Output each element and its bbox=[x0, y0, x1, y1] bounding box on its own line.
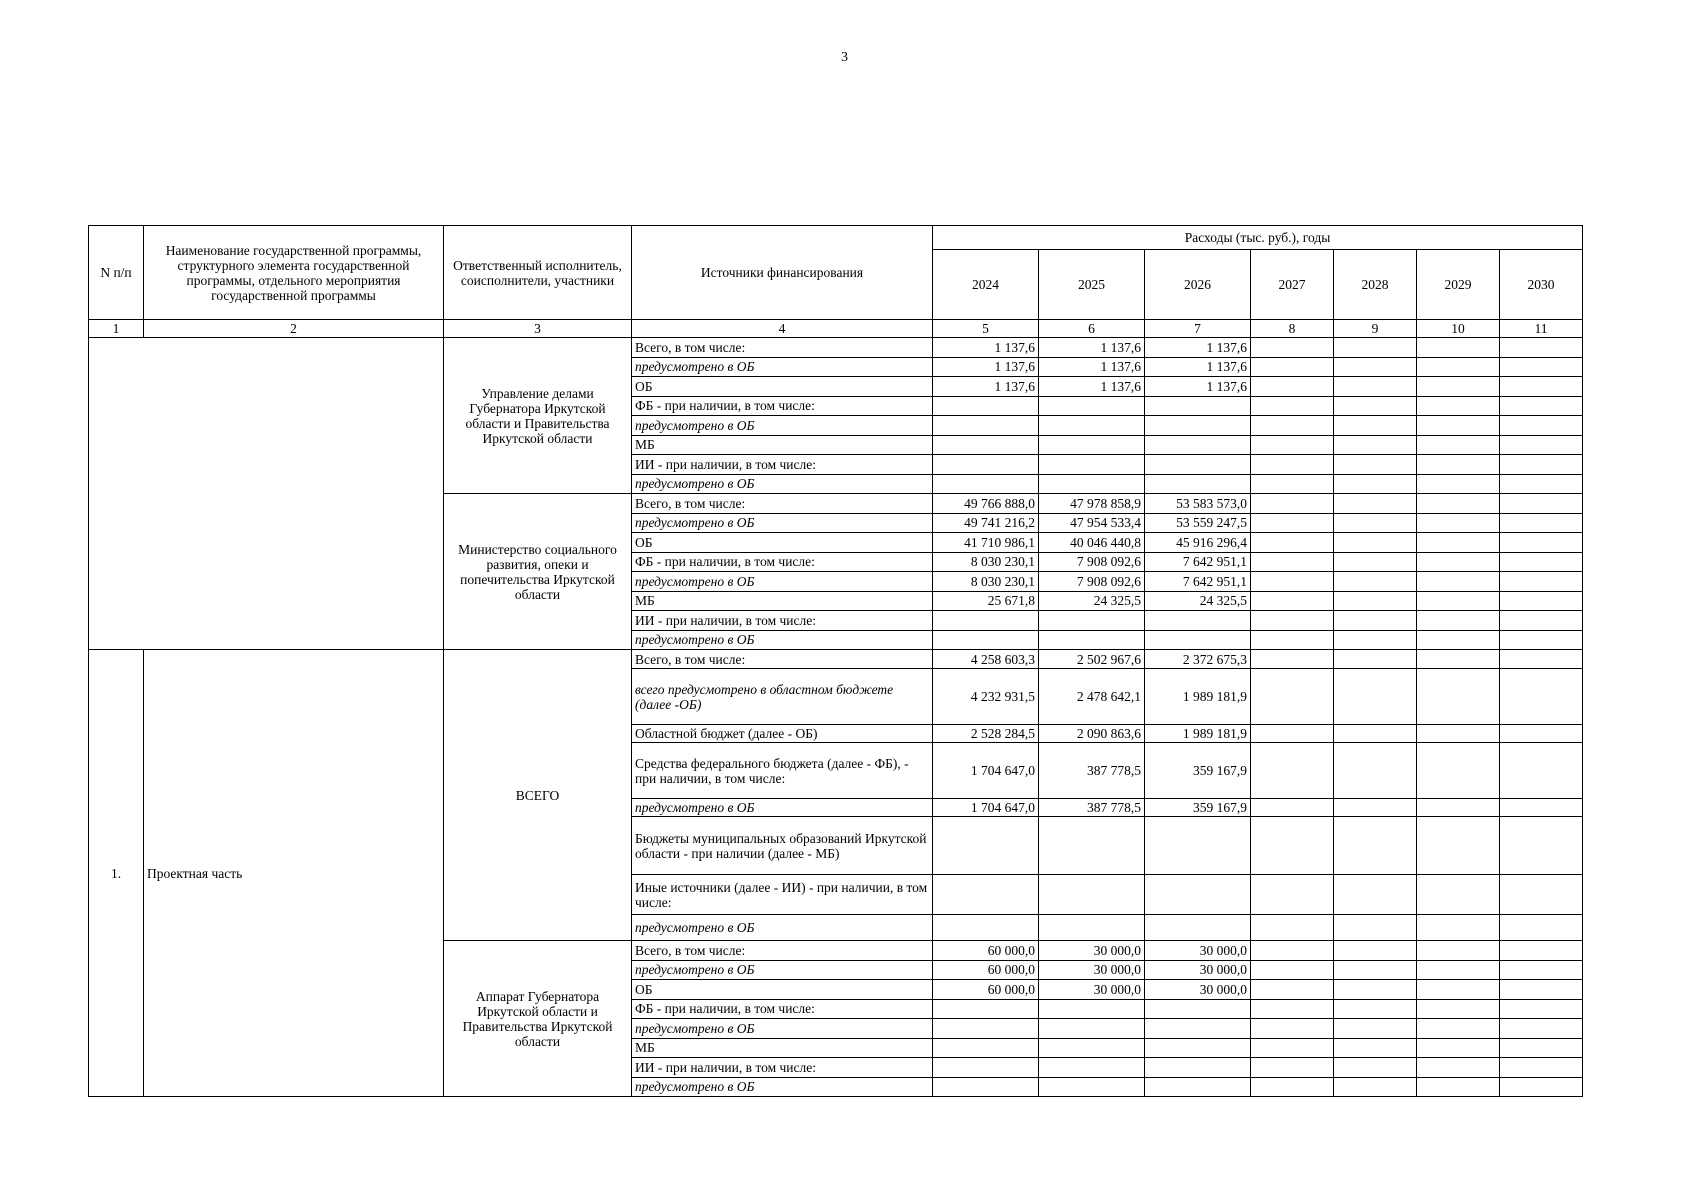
source-cell: ИИ - при наличии, в том числе: bbox=[632, 611, 933, 631]
source-cell: предусмотрено в ОБ bbox=[632, 1077, 933, 1097]
value-cell bbox=[1500, 396, 1583, 416]
source-cell: предусмотрено в ОБ bbox=[632, 572, 933, 592]
value-cell bbox=[1417, 817, 1500, 875]
value-cell bbox=[1500, 474, 1583, 494]
value-cell bbox=[1251, 552, 1334, 572]
value-cell bbox=[1145, 630, 1251, 650]
value-cell: 1 704 647,0 bbox=[933, 743, 1039, 799]
value-cell bbox=[1334, 960, 1417, 980]
value-cell: 1 137,6 bbox=[933, 377, 1039, 397]
value-cell bbox=[1417, 338, 1500, 358]
responsible-cell: ВСЕГО bbox=[444, 650, 632, 941]
value-cell bbox=[1417, 591, 1500, 611]
value-cell bbox=[1500, 799, 1583, 817]
value-cell bbox=[1251, 377, 1334, 397]
value-cell bbox=[1251, 494, 1334, 514]
value-cell bbox=[1251, 455, 1334, 475]
source-cell: предусмотрено в ОБ bbox=[632, 357, 933, 377]
value-cell bbox=[933, 1038, 1039, 1058]
value-cell bbox=[1500, 357, 1583, 377]
value-cell: 2 478 642,1 bbox=[1039, 669, 1145, 725]
value-cell bbox=[1251, 1058, 1334, 1078]
source-cell: Областной бюджет (далее - ОБ) bbox=[632, 725, 933, 743]
value-cell bbox=[1417, 1038, 1500, 1058]
value-cell bbox=[1251, 650, 1334, 669]
value-cell bbox=[1039, 630, 1145, 650]
value-cell bbox=[1334, 915, 1417, 941]
value-cell bbox=[933, 630, 1039, 650]
header-year: 2025 bbox=[1039, 250, 1145, 320]
value-cell bbox=[1417, 630, 1500, 650]
value-cell bbox=[1500, 338, 1583, 358]
value-cell: 30 000,0 bbox=[1145, 960, 1251, 980]
value-cell bbox=[1145, 416, 1251, 436]
value-cell bbox=[1417, 980, 1500, 1000]
value-cell bbox=[1251, 669, 1334, 725]
value-cell bbox=[1500, 999, 1583, 1019]
value-cell bbox=[1039, 611, 1145, 631]
source-cell: Иные источники (далее - ИИ) - при наличии, в том числе: bbox=[632, 875, 933, 915]
value-cell bbox=[1039, 999, 1145, 1019]
value-cell bbox=[1039, 435, 1145, 455]
value-cell bbox=[1500, 980, 1583, 1000]
value-cell bbox=[1500, 725, 1583, 743]
value-cell bbox=[1500, 416, 1583, 436]
value-cell: 2 528 284,5 bbox=[933, 725, 1039, 743]
source-cell: предусмотрено в ОБ bbox=[632, 799, 933, 817]
value-cell: 2 502 967,6 bbox=[1039, 650, 1145, 669]
source-cell: ОБ bbox=[632, 980, 933, 1000]
value-cell bbox=[1334, 435, 1417, 455]
value-cell bbox=[1417, 533, 1500, 553]
index-row bbox=[89, 320, 1583, 338]
value-cell bbox=[1334, 743, 1417, 799]
header-num: N п/п bbox=[89, 226, 144, 320]
value-cell: 47 978 858,9 bbox=[1039, 494, 1145, 514]
source-cell: Всего, в том числе: bbox=[632, 494, 933, 514]
value-cell bbox=[1251, 980, 1334, 1000]
value-cell bbox=[1145, 915, 1251, 941]
value-cell bbox=[1500, 650, 1583, 669]
value-cell bbox=[1251, 743, 1334, 799]
responsible-cell: Управление делами Губернатора Иркутской области и Правительства Иркутской области bbox=[444, 338, 632, 494]
value-cell: 359 167,9 bbox=[1145, 799, 1251, 817]
value-cell bbox=[1251, 611, 1334, 631]
value-cell: 7 908 092,6 bbox=[1039, 552, 1145, 572]
value-cell bbox=[1417, 435, 1500, 455]
value-cell bbox=[1039, 396, 1145, 416]
value-cell: 1 989 181,9 bbox=[1145, 725, 1251, 743]
source-cell: ФБ - при наличии, в том числе: bbox=[632, 552, 933, 572]
value-cell: 24 325,5 bbox=[1145, 591, 1251, 611]
value-cell bbox=[1251, 875, 1334, 915]
value-cell bbox=[1417, 875, 1500, 915]
index-cell: 11 bbox=[1500, 320, 1583, 338]
value-cell bbox=[1500, 669, 1583, 725]
value-cell bbox=[1417, 455, 1500, 475]
value-cell bbox=[1334, 572, 1417, 592]
value-cell bbox=[933, 396, 1039, 416]
value-cell: 47 954 533,4 bbox=[1039, 513, 1145, 533]
value-cell bbox=[1145, 1019, 1251, 1039]
value-cell bbox=[1039, 1019, 1145, 1039]
header-responsible: Ответственный исполнитель, соисполнители, участники bbox=[444, 226, 632, 320]
header-name: Наименование государственной программы, структурного элемента государственной программы, отдельного мероприятия государственной программы bbox=[144, 226, 444, 320]
value-cell: 30 000,0 bbox=[1145, 980, 1251, 1000]
source-cell: ИИ - при наличии, в том числе: bbox=[632, 455, 933, 475]
value-cell bbox=[1039, 915, 1145, 941]
source-cell: предусмотрено в ОБ bbox=[632, 915, 933, 941]
value-cell bbox=[1500, 591, 1583, 611]
value-cell: 8 030 230,1 bbox=[933, 572, 1039, 592]
value-cell: 53 559 247,5 bbox=[1145, 513, 1251, 533]
header-year: 2028 bbox=[1334, 250, 1417, 320]
value-cell bbox=[1500, 743, 1583, 799]
value-cell bbox=[1251, 799, 1334, 817]
value-cell: 4 258 603,3 bbox=[933, 650, 1039, 669]
value-cell: 1 137,6 bbox=[1145, 377, 1251, 397]
source-cell: МБ bbox=[632, 435, 933, 455]
value-cell bbox=[1500, 435, 1583, 455]
value-cell bbox=[1417, 650, 1500, 669]
value-cell bbox=[1417, 1019, 1500, 1039]
header-expenses: Расходы (тыс. руб.), годы bbox=[933, 226, 1583, 250]
table-row bbox=[89, 338, 1583, 358]
source-cell: предусмотрено в ОБ bbox=[632, 960, 933, 980]
value-cell bbox=[1417, 1077, 1500, 1097]
value-cell bbox=[1039, 817, 1145, 875]
value-cell bbox=[1417, 999, 1500, 1019]
value-cell bbox=[933, 474, 1039, 494]
value-cell bbox=[1500, 630, 1583, 650]
source-cell: Бюджеты муниципальных образований Иркутской области - при наличии (далее - МБ) bbox=[632, 817, 933, 875]
value-cell bbox=[1251, 513, 1334, 533]
value-cell bbox=[1417, 572, 1500, 592]
source-cell: Всего, в том числе: bbox=[632, 650, 933, 669]
source-cell: ИИ - при наличии, в том числе: bbox=[632, 1058, 933, 1078]
responsible-cell: Аппарат Губернатора Иркутской области и Правительства Иркутской области bbox=[444, 941, 632, 1097]
value-cell bbox=[1334, 533, 1417, 553]
value-cell bbox=[1251, 591, 1334, 611]
source-cell: ОБ bbox=[632, 377, 933, 397]
value-cell: 4 232 931,5 bbox=[933, 669, 1039, 725]
value-cell bbox=[1334, 1058, 1417, 1078]
value-cell bbox=[1500, 572, 1583, 592]
index-cell: 10 bbox=[1417, 320, 1500, 338]
value-cell: 1 137,6 bbox=[1039, 357, 1145, 377]
value-cell bbox=[933, 1058, 1039, 1078]
value-cell: 387 778,5 bbox=[1039, 799, 1145, 817]
value-cell bbox=[1500, 513, 1583, 533]
value-cell bbox=[1334, 513, 1417, 533]
value-cell bbox=[1417, 357, 1500, 377]
value-cell: 53 583 573,0 bbox=[1145, 494, 1251, 514]
value-cell bbox=[1417, 416, 1500, 436]
value-cell bbox=[1334, 799, 1417, 817]
value-cell bbox=[1500, 455, 1583, 475]
value-cell bbox=[933, 999, 1039, 1019]
value-cell: 60 000,0 bbox=[933, 960, 1039, 980]
value-cell bbox=[1251, 817, 1334, 875]
index-cell: 5 bbox=[933, 320, 1039, 338]
budget-table bbox=[88, 225, 1583, 1097]
source-cell: МБ bbox=[632, 591, 933, 611]
value-cell bbox=[1039, 416, 1145, 436]
source-cell: предусмотрено в ОБ bbox=[632, 1019, 933, 1039]
value-cell bbox=[1251, 999, 1334, 1019]
value-cell bbox=[1500, 533, 1583, 553]
value-cell bbox=[1417, 669, 1500, 725]
value-cell: 60 000,0 bbox=[933, 980, 1039, 1000]
source-cell: Всего, в том числе: bbox=[632, 338, 933, 358]
value-cell bbox=[1417, 725, 1500, 743]
value-cell bbox=[1417, 743, 1500, 799]
value-cell bbox=[1039, 875, 1145, 915]
value-cell: 2 090 863,6 bbox=[1039, 725, 1145, 743]
value-cell bbox=[1251, 1019, 1334, 1039]
source-cell: Средства федерального бюджета (далее - ФБ), - при наличии, в том числе: bbox=[632, 743, 933, 799]
value-cell bbox=[933, 875, 1039, 915]
value-cell bbox=[1334, 941, 1417, 961]
value-cell: 1 137,6 bbox=[933, 357, 1039, 377]
value-cell bbox=[1334, 357, 1417, 377]
value-cell bbox=[933, 611, 1039, 631]
source-cell: Всего, в том числе: bbox=[632, 941, 933, 961]
value-cell bbox=[933, 1019, 1039, 1039]
value-cell: 8 030 230,1 bbox=[933, 552, 1039, 572]
header-year: 2027 bbox=[1251, 250, 1334, 320]
value-cell bbox=[1251, 396, 1334, 416]
value-cell bbox=[1251, 416, 1334, 436]
value-cell bbox=[933, 817, 1039, 875]
value-cell bbox=[1334, 455, 1417, 475]
value-cell bbox=[1334, 650, 1417, 669]
value-cell bbox=[1145, 474, 1251, 494]
value-cell bbox=[1417, 396, 1500, 416]
value-cell bbox=[1145, 396, 1251, 416]
value-cell: 1 137,6 bbox=[933, 338, 1039, 358]
value-cell bbox=[1145, 611, 1251, 631]
index-cell: 1 bbox=[89, 320, 144, 338]
value-cell bbox=[933, 455, 1039, 475]
responsible-cell: Министерство социального развития, опеки и попечительства Иркутской области bbox=[444, 494, 632, 650]
value-cell bbox=[1251, 338, 1334, 358]
source-cell: МБ bbox=[632, 1038, 933, 1058]
value-cell bbox=[1145, 435, 1251, 455]
blank-merged-cell bbox=[89, 338, 444, 650]
value-cell: 24 325,5 bbox=[1039, 591, 1145, 611]
value-cell: 40 046 440,8 bbox=[1039, 533, 1145, 553]
value-cell bbox=[1039, 1038, 1145, 1058]
source-cell: предусмотрено в ОБ bbox=[632, 474, 933, 494]
value-cell bbox=[1417, 494, 1500, 514]
value-cell bbox=[1334, 396, 1417, 416]
value-cell bbox=[1251, 533, 1334, 553]
value-cell bbox=[1500, 1058, 1583, 1078]
value-cell: 49 766 888,0 bbox=[933, 494, 1039, 514]
index-cell: 2 bbox=[144, 320, 444, 338]
value-cell: 30 000,0 bbox=[1039, 941, 1145, 961]
value-cell bbox=[1417, 377, 1500, 397]
value-cell bbox=[933, 435, 1039, 455]
value-cell bbox=[1500, 941, 1583, 961]
value-cell: 25 671,8 bbox=[933, 591, 1039, 611]
header-year: 2030 bbox=[1500, 250, 1583, 320]
value-cell bbox=[1334, 377, 1417, 397]
value-cell bbox=[1251, 1077, 1334, 1097]
source-cell: ФБ - при наличии, в том числе: bbox=[632, 999, 933, 1019]
value-cell bbox=[1500, 960, 1583, 980]
value-cell bbox=[1334, 725, 1417, 743]
value-cell bbox=[1334, 416, 1417, 436]
source-cell: ФБ - при наличии, в том числе: bbox=[632, 396, 933, 416]
page-number: 3 bbox=[841, 50, 848, 65]
value-cell bbox=[1500, 377, 1583, 397]
value-cell bbox=[1251, 630, 1334, 650]
value-cell bbox=[1251, 725, 1334, 743]
value-cell bbox=[1334, 1077, 1417, 1097]
value-cell bbox=[1334, 338, 1417, 358]
value-cell bbox=[1417, 799, 1500, 817]
header-sources: Источники финансирования bbox=[632, 226, 933, 320]
value-cell bbox=[1500, 875, 1583, 915]
source-cell: предусмотрено в ОБ bbox=[632, 416, 933, 436]
value-cell bbox=[1500, 611, 1583, 631]
source-cell: предусмотрено в ОБ bbox=[632, 630, 933, 650]
value-cell bbox=[933, 416, 1039, 436]
value-cell bbox=[1334, 980, 1417, 1000]
index-cell: 7 bbox=[1145, 320, 1251, 338]
value-cell bbox=[1417, 611, 1500, 631]
value-cell bbox=[1500, 817, 1583, 875]
value-cell: 1 137,6 bbox=[1039, 338, 1145, 358]
section-name: Проектная часть bbox=[144, 650, 444, 1097]
value-cell bbox=[1251, 941, 1334, 961]
value-cell bbox=[1334, 630, 1417, 650]
value-cell bbox=[1334, 1038, 1417, 1058]
value-cell bbox=[1251, 357, 1334, 377]
value-cell bbox=[1145, 455, 1251, 475]
header-year: 2026 bbox=[1145, 250, 1251, 320]
value-cell bbox=[1145, 1038, 1251, 1058]
value-cell: 1 137,6 bbox=[1145, 357, 1251, 377]
value-cell bbox=[1039, 1058, 1145, 1078]
value-cell: 30 000,0 bbox=[1039, 980, 1145, 1000]
value-cell bbox=[1251, 572, 1334, 592]
value-cell bbox=[933, 1077, 1039, 1097]
value-cell: 1 704 647,0 bbox=[933, 799, 1039, 817]
value-cell bbox=[1251, 1038, 1334, 1058]
value-cell bbox=[1417, 941, 1500, 961]
value-cell: 45 916 296,4 bbox=[1145, 533, 1251, 553]
value-cell: 1 989 181,9 bbox=[1145, 669, 1251, 725]
index-cell: 6 bbox=[1039, 320, 1145, 338]
value-cell bbox=[1334, 669, 1417, 725]
value-cell bbox=[1334, 552, 1417, 572]
index-cell: 4 bbox=[632, 320, 933, 338]
value-cell bbox=[1500, 1077, 1583, 1097]
value-cell: 30 000,0 bbox=[1039, 960, 1145, 980]
value-cell bbox=[1334, 494, 1417, 514]
value-cell bbox=[1334, 474, 1417, 494]
value-cell: 7 642 951,1 bbox=[1145, 552, 1251, 572]
value-cell bbox=[1251, 960, 1334, 980]
header-year: 2024 bbox=[933, 250, 1039, 320]
value-cell: 1 137,6 bbox=[1039, 377, 1145, 397]
value-cell bbox=[1039, 1077, 1145, 1097]
value-cell bbox=[1039, 474, 1145, 494]
value-cell: 7 908 092,6 bbox=[1039, 572, 1145, 592]
value-cell bbox=[1500, 915, 1583, 941]
value-cell bbox=[1145, 875, 1251, 915]
value-cell bbox=[1251, 915, 1334, 941]
value-cell bbox=[1251, 435, 1334, 455]
value-cell bbox=[1334, 999, 1417, 1019]
table-row bbox=[89, 650, 1583, 669]
value-cell bbox=[1500, 1038, 1583, 1058]
section-number: 1. bbox=[89, 650, 144, 1097]
value-cell bbox=[1500, 552, 1583, 572]
source-cell: всего предусмотрено в областном бюджете (далее -ОБ) bbox=[632, 669, 933, 725]
index-cell: 9 bbox=[1334, 320, 1417, 338]
value-cell bbox=[1417, 1058, 1500, 1078]
value-cell: 49 741 216,2 bbox=[933, 513, 1039, 533]
value-cell: 30 000,0 bbox=[1145, 941, 1251, 961]
value-cell bbox=[1500, 1019, 1583, 1039]
value-cell bbox=[1145, 1058, 1251, 1078]
value-cell: 60 000,0 bbox=[933, 941, 1039, 961]
header-year: 2029 bbox=[1417, 250, 1500, 320]
value-cell bbox=[1039, 455, 1145, 475]
value-cell bbox=[1334, 817, 1417, 875]
value-cell: 41 710 986,1 bbox=[933, 533, 1039, 553]
value-cell bbox=[1334, 591, 1417, 611]
index-cell: 3 bbox=[444, 320, 632, 338]
value-cell bbox=[1145, 817, 1251, 875]
value-cell bbox=[1334, 875, 1417, 915]
value-cell bbox=[1417, 915, 1500, 941]
value-cell bbox=[1334, 611, 1417, 631]
value-cell bbox=[1417, 474, 1500, 494]
value-cell: 359 167,9 bbox=[1145, 743, 1251, 799]
value-cell bbox=[1417, 552, 1500, 572]
value-cell bbox=[1145, 999, 1251, 1019]
source-cell: предусмотрено в ОБ bbox=[632, 513, 933, 533]
index-cell: 8 bbox=[1251, 320, 1334, 338]
value-cell bbox=[1500, 494, 1583, 514]
value-cell bbox=[1251, 474, 1334, 494]
value-cell bbox=[1334, 1019, 1417, 1039]
source-cell: ОБ bbox=[632, 533, 933, 553]
value-cell bbox=[1417, 513, 1500, 533]
value-cell: 387 778,5 bbox=[1039, 743, 1145, 799]
value-cell: 7 642 951,1 bbox=[1145, 572, 1251, 592]
value-cell: 1 137,6 bbox=[1145, 338, 1251, 358]
value-cell bbox=[1417, 960, 1500, 980]
value-cell bbox=[1145, 1077, 1251, 1097]
value-cell bbox=[933, 915, 1039, 941]
value-cell: 2 372 675,3 bbox=[1145, 650, 1251, 669]
